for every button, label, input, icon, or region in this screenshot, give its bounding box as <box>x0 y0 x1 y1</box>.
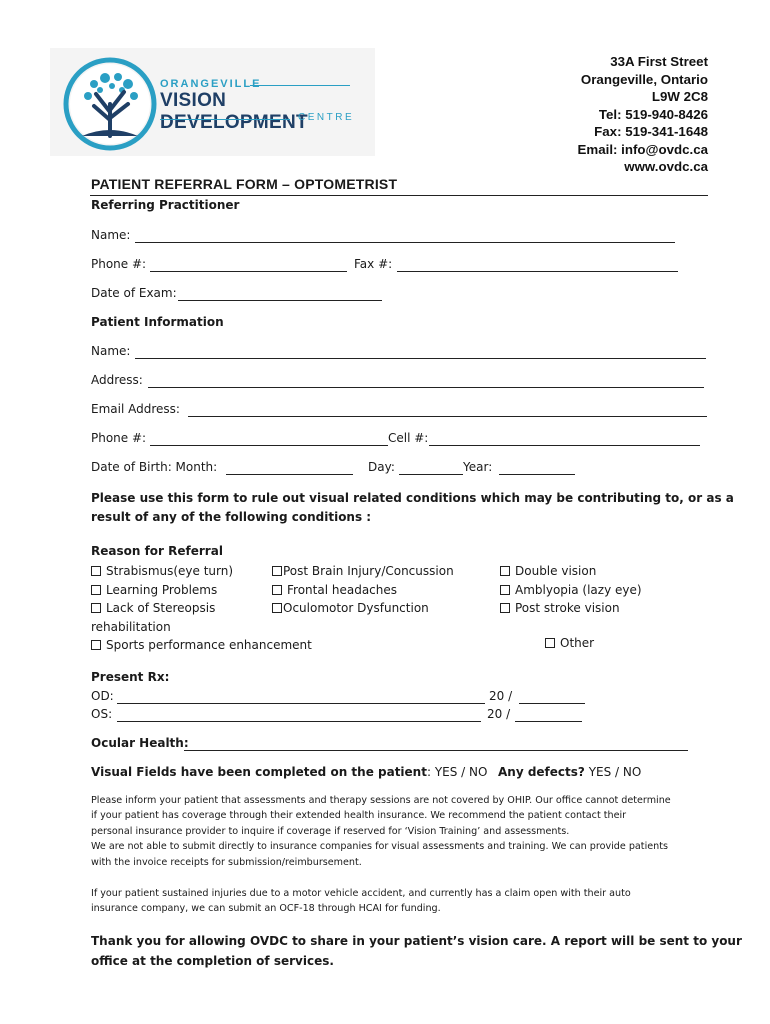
oculomotor-label: Oculomotor Dysfunction <box>283 601 429 615</box>
strabismus-label: Strabismus(eye turn) <box>106 564 234 578</box>
visual-fields-options[interactable]: : YES / NO <box>426 765 488 779</box>
reason-post-stroke[interactable] <box>500 599 642 618</box>
instruction-line2: result of any of the following conditions : <box>91 510 372 524</box>
od-field[interactable] <box>117 703 485 704</box>
os-acuity-field[interactable] <box>515 721 582 722</box>
thanks-message <box>91 932 742 971</box>
dob-day-label: Day: <box>368 460 395 474</box>
amblyopia-label: Amblyopia (lazy eye) <box>515 582 642 597</box>
logo <box>50 48 375 156</box>
reason-heading: Reason for Referral <box>91 544 223 558</box>
note-line5: with the invoice receipts for submission/reimbursement. <box>91 856 362 868</box>
learning-label: Learning Problems <box>106 582 218 597</box>
reason-col3 <box>500 562 642 618</box>
pt-cell-field[interactable] <box>429 445 700 446</box>
referring-heading: Referring Practitioner <box>91 198 240 212</box>
visual-fields-row <box>91 765 487 779</box>
os-field[interactable] <box>117 721 481 722</box>
os-twenty-label: 20 / <box>487 707 511 721</box>
defects-row <box>498 765 641 779</box>
instruction-line1: Please use this form to rule out visual related conditions which may be contributing to, or as a <box>91 491 734 505</box>
form-title: PATIENT REFERRAL FORM – OPTOMETRIST <box>91 176 398 192</box>
ref-fax-label: Fax #: <box>354 257 393 271</box>
other-checkbox[interactable] <box>545 638 555 648</box>
patient-heading: Patient Information <box>91 315 224 329</box>
strabismus-checkbox[interactable] <box>91 566 101 576</box>
amblyopia-checkbox[interactable] <box>500 585 510 595</box>
pt-name-label: Name: <box>91 344 131 358</box>
defects-label: Any defects? <box>498 765 585 779</box>
post-stroke-checkbox[interactable] <box>500 603 510 613</box>
note-line3: personal insurance provider to inquire if coverage if reserved for ‘Vision Training’ and assessments. <box>91 825 570 837</box>
sports-label: Sports performance enhancement <box>106 638 312 652</box>
ref-phone-field[interactable] <box>150 271 347 272</box>
address-street: 33A First Street <box>610 54 708 69</box>
exam-date-label: Date of Exam: <box>91 286 177 300</box>
dob-year-label: Year: <box>463 460 493 474</box>
instruction-text <box>91 489 734 527</box>
ref-fax-field[interactable] <box>397 271 678 272</box>
contact-address <box>578 53 708 176</box>
stereopsis-checkbox[interactable] <box>91 603 101 613</box>
dob-day-field[interactable] <box>399 474 463 475</box>
reason-sports[interactable] <box>91 636 312 655</box>
reason-brain-injury[interactable] <box>272 562 454 581</box>
logo-line1: ORANGEVILLE <box>160 78 262 90</box>
address-tel: Tel: 519-940-8426 <box>598 106 708 122</box>
visual-fields-label: Visual Fields have been completed on the patient <box>91 765 427 779</box>
headaches-checkbox[interactable] <box>272 585 282 595</box>
double-vision-checkbox[interactable] <box>500 566 510 576</box>
reason-double-vision[interactable] <box>500 562 642 581</box>
tree-logo-icon <box>60 54 160 154</box>
pt-phone-label: Phone #: <box>91 431 147 445</box>
od-acuity-field[interactable] <box>519 703 585 704</box>
dob-month-label: Date of Birth: Month: <box>91 460 218 474</box>
address-city: Orangeville, Ontario <box>580 71 708 87</box>
dob-month-field[interactable] <box>226 474 353 475</box>
reason-col2 <box>272 562 454 618</box>
brain-injury-checkbox[interactable] <box>272 566 282 576</box>
ref-phone-label: Phone #: <box>91 257 147 271</box>
title-rule <box>90 195 708 196</box>
dob-year-field[interactable] <box>499 474 575 475</box>
reason-amblyopia[interactable] <box>500 581 642 600</box>
reason-headaches[interactable] <box>272 581 454 600</box>
os-label: OS: <box>91 707 113 721</box>
stereopsis-label: Lack of Stereopsis <box>106 601 216 615</box>
logo-line3: CENTRE <box>298 112 355 123</box>
pt-address-label: Address: <box>91 373 143 387</box>
reason-rehabilitation: rehabilitation <box>91 619 171 634</box>
mva-note <box>91 886 631 917</box>
pt-cell-label: Cell #: <box>388 431 429 445</box>
note-line1: Please inform your patient that assessments and therapy sessions are not covered by OHIP. Our office cannot determine <box>91 795 671 806</box>
logo-divider-bottom <box>160 119 290 120</box>
address-postal: L9W 2C8 <box>651 89 708 104</box>
logo-line2: VISION DEVELOPMENT <box>160 90 308 133</box>
rx-heading: Present Rx: <box>91 670 170 684</box>
pt-email-label: Email Address: <box>91 402 180 416</box>
thanks-line1: Thank you for allowing OVDC to share in your patient’s vision care. A report will be sent to your <box>91 934 742 948</box>
mva-line1: If your patient sustained injuries due to a motor vehicle accident, and currently has a claim open with their auto <box>91 888 631 899</box>
pt-address-field[interactable] <box>148 387 704 388</box>
learning-checkbox[interactable] <box>91 585 101 595</box>
mva-line2: insurance company, we can submit an OCF-18 through HCAI for funding. <box>91 903 441 915</box>
oculomotor-checkbox[interactable] <box>272 603 282 613</box>
od-twenty-label: 20 / <box>489 689 513 703</box>
other-label: Other <box>560 636 595 650</box>
sports-checkbox[interactable] <box>91 640 101 650</box>
address-fax: Fax: 519-341-1648 <box>594 124 708 139</box>
thanks-line2: office at the completion of services. <box>91 953 334 968</box>
reason-oculomotor[interactable] <box>272 599 454 618</box>
address-web: www.ovdc.ca <box>624 159 708 174</box>
ocular-health-field[interactable] <box>184 750 688 751</box>
ref-name-label: Name: <box>91 228 131 242</box>
note-line4: We are not able to submit directly to insurance companies for visual assessments and training. We can provide patients <box>91 841 668 853</box>
pt-name-field[interactable] <box>135 358 706 359</box>
brain-injury-label: Post Brain Injury/Concussion <box>283 564 454 578</box>
pt-email-field[interactable] <box>188 416 707 417</box>
exam-date-field[interactable] <box>178 300 382 301</box>
double-vision-label: Double vision <box>515 564 597 578</box>
logo-divider-top <box>250 85 350 86</box>
od-label: OD: <box>91 689 114 703</box>
ref-name-field[interactable] <box>135 242 675 243</box>
defects-options[interactable]: YES / NO <box>584 765 642 779</box>
reason-other[interactable] <box>545 636 594 650</box>
address-email: Email: info@ovdc.ca <box>577 141 708 157</box>
ocular-health-label: Ocular Health: <box>91 736 189 750</box>
insurance-note <box>91 793 671 870</box>
pt-phone-field[interactable] <box>150 445 388 446</box>
post-stroke-label: Post stroke vision <box>515 601 620 615</box>
note-line2: if your patient has coverage through their extended health insurance. We recommend the patient contact their <box>91 810 627 822</box>
headaches-label: Frontal headaches <box>287 582 398 597</box>
